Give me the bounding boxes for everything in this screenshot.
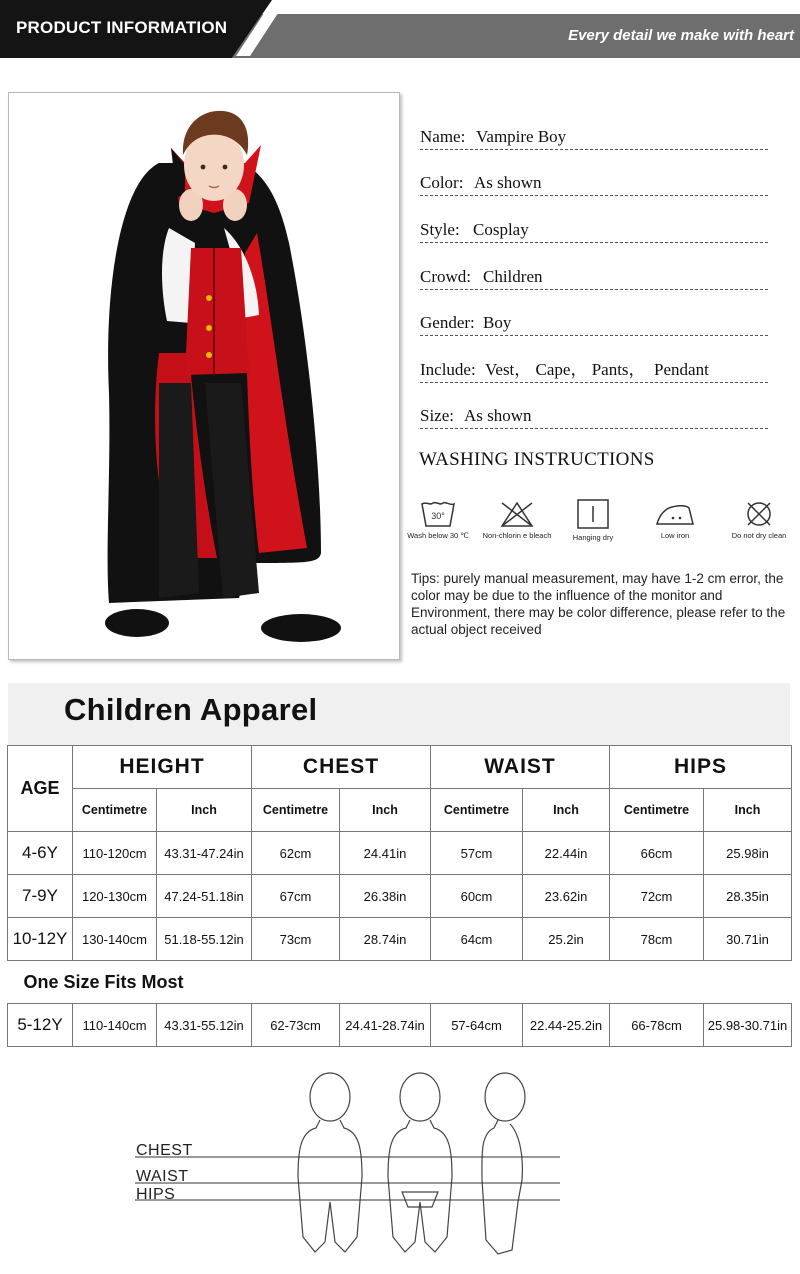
table-cell: 66cm [610, 832, 704, 875]
wash-label: Do not dry clean [731, 531, 787, 540]
age-cell: 4-6Y [8, 832, 73, 875]
table-cell: 25.2in [523, 918, 610, 961]
table-cell: 110-120cm [73, 832, 157, 875]
wash-temp: 30° [431, 511, 445, 521]
table-row [8, 918, 792, 961]
no-bleach-icon [499, 500, 535, 528]
group-header: HIPS [610, 746, 792, 789]
table-cell: 25.98-30.71in [704, 1004, 792, 1047]
table-cell: 78cm [610, 918, 704, 961]
one-size-label: One Size Fits Most [8, 961, 792, 1004]
table-cell: 47.24-51.18in [157, 875, 252, 918]
spec-value: Boy [483, 313, 512, 332]
size-chart-title: Children Apparel [64, 692, 318, 727]
spec-row-crowd [420, 259, 768, 290]
unit-header: Centimetre [252, 789, 340, 832]
spec-value: As shown [464, 406, 532, 425]
chest-label: CHEST [136, 1142, 193, 1159]
group-header: CHEST [252, 746, 431, 789]
spec-row-size [420, 398, 768, 429]
table-cell: 22.44in [523, 832, 610, 875]
table-cell: 110-140cm [73, 1004, 157, 1047]
spec-value: Vest， Cape， Pants， Pendant [485, 360, 709, 379]
spec-label: Style: [420, 220, 460, 239]
table-cell: 120-130cm [73, 875, 157, 918]
table-header-row [8, 746, 792, 789]
spec-value: As shown [474, 173, 542, 192]
age-cell: 5-12Y [8, 1004, 73, 1047]
table-cell: 51.18-55.12in [157, 918, 252, 961]
low-iron-icon [653, 500, 697, 528]
wash-item [724, 500, 794, 540]
wash-label: Low iron [660, 531, 690, 540]
table-cell: 24.41-28.74in [340, 1004, 431, 1047]
age-cell: 7-9Y [8, 875, 73, 918]
header-title: PRODUCT INFORMATION [16, 18, 228, 37]
table-cell: 67cm [252, 875, 340, 918]
table-row [8, 875, 792, 918]
wash-label: Hanging dry [572, 533, 614, 542]
wash-label: Wash below 30 ℃ [407, 531, 469, 540]
measurement-tips: Tips: purely manual measurement, may have 1-2 cm error, the color may be due to the influence of the monitor and Environment, there may be color difference, please refer to the actual object received [411, 571, 786, 637]
unit-header: Centimetre [431, 789, 523, 832]
wash-item [558, 498, 628, 542]
table-cell: 30.71in [704, 918, 792, 961]
table-unit-row [8, 789, 792, 832]
table-row [8, 1004, 792, 1047]
no-dry-clean-icon [741, 500, 777, 528]
table-cell: 60cm [431, 875, 523, 918]
wash-30-icon [420, 500, 456, 528]
table-cell: 64cm [431, 918, 523, 961]
table-cell: 26.38in [340, 875, 431, 918]
wash-item [640, 500, 710, 540]
table-cell: 43.31-47.24in [157, 832, 252, 875]
spec-row-include [420, 352, 768, 383]
table-row [8, 832, 792, 875]
spec-label: Gender: [420, 313, 475, 332]
unit-header: Inch [157, 789, 252, 832]
spec-label: Size: [420, 406, 454, 425]
group-header: WAIST [431, 746, 610, 789]
hips-label: HIPS [136, 1186, 176, 1203]
unit-header: Inch [340, 789, 431, 832]
spec-value: Vampire Boy [476, 127, 567, 146]
spec-label: Color: [420, 173, 464, 192]
unit-header: Inch [523, 789, 610, 832]
spec-label: Name: [420, 127, 466, 146]
waist-label: WAIST [136, 1168, 189, 1185]
table-cell: 57-64cm [431, 1004, 523, 1047]
table-cell: 66-78cm [610, 1004, 704, 1047]
wash-label: Non-chlorin e bleach [482, 531, 552, 540]
table-cell: 24.41in [340, 832, 431, 875]
spec-row-gender [420, 305, 768, 336]
spec-label: Crowd: [420, 267, 471, 286]
table-cell: 130-140cm [73, 918, 157, 961]
age-header: AGE [8, 746, 73, 832]
spec-value: Children [483, 267, 543, 286]
table-cell: 73cm [252, 918, 340, 961]
size-table [7, 745, 792, 1047]
body-measurement-diagram [120, 1062, 580, 1267]
spec-value: Cosplay [473, 220, 529, 239]
table-cell: 62cm [252, 832, 340, 875]
table-cell: 43.31-55.12in [157, 1004, 252, 1047]
unit-header: Centimetre [73, 789, 157, 832]
product-photo [8, 92, 400, 660]
unit-header: Inch [704, 789, 792, 832]
header-tagline: Every detail we make with heart [568, 27, 794, 44]
wash-item [403, 500, 473, 540]
group-header: HEIGHT [73, 746, 252, 789]
spec-row-color [420, 165, 768, 196]
table-cell: 28.35in [704, 875, 792, 918]
table-cell: 28.74in [340, 918, 431, 961]
unit-header: Centimetre [610, 789, 704, 832]
vampire-boy-illustration [9, 93, 399, 659]
wash-item [482, 500, 552, 540]
washing-title: WASHING INSTRUCTIONS [419, 449, 655, 470]
spec-row-name [420, 119, 768, 150]
spec-row-style [420, 212, 768, 243]
table-cell: 72cm [610, 875, 704, 918]
table-cell: 62-73cm [252, 1004, 340, 1047]
hanging-dry-icon [575, 498, 611, 530]
table-cell: 22.44-25.2in [523, 1004, 610, 1047]
age-cell: 10-12Y [8, 918, 73, 961]
table-cell: 57cm [431, 832, 523, 875]
table-cell: 23.62in [523, 875, 610, 918]
spec-label: Include: [420, 360, 476, 379]
table-cell: 25.98in [704, 832, 792, 875]
one-size-label-row [8, 961, 792, 1004]
